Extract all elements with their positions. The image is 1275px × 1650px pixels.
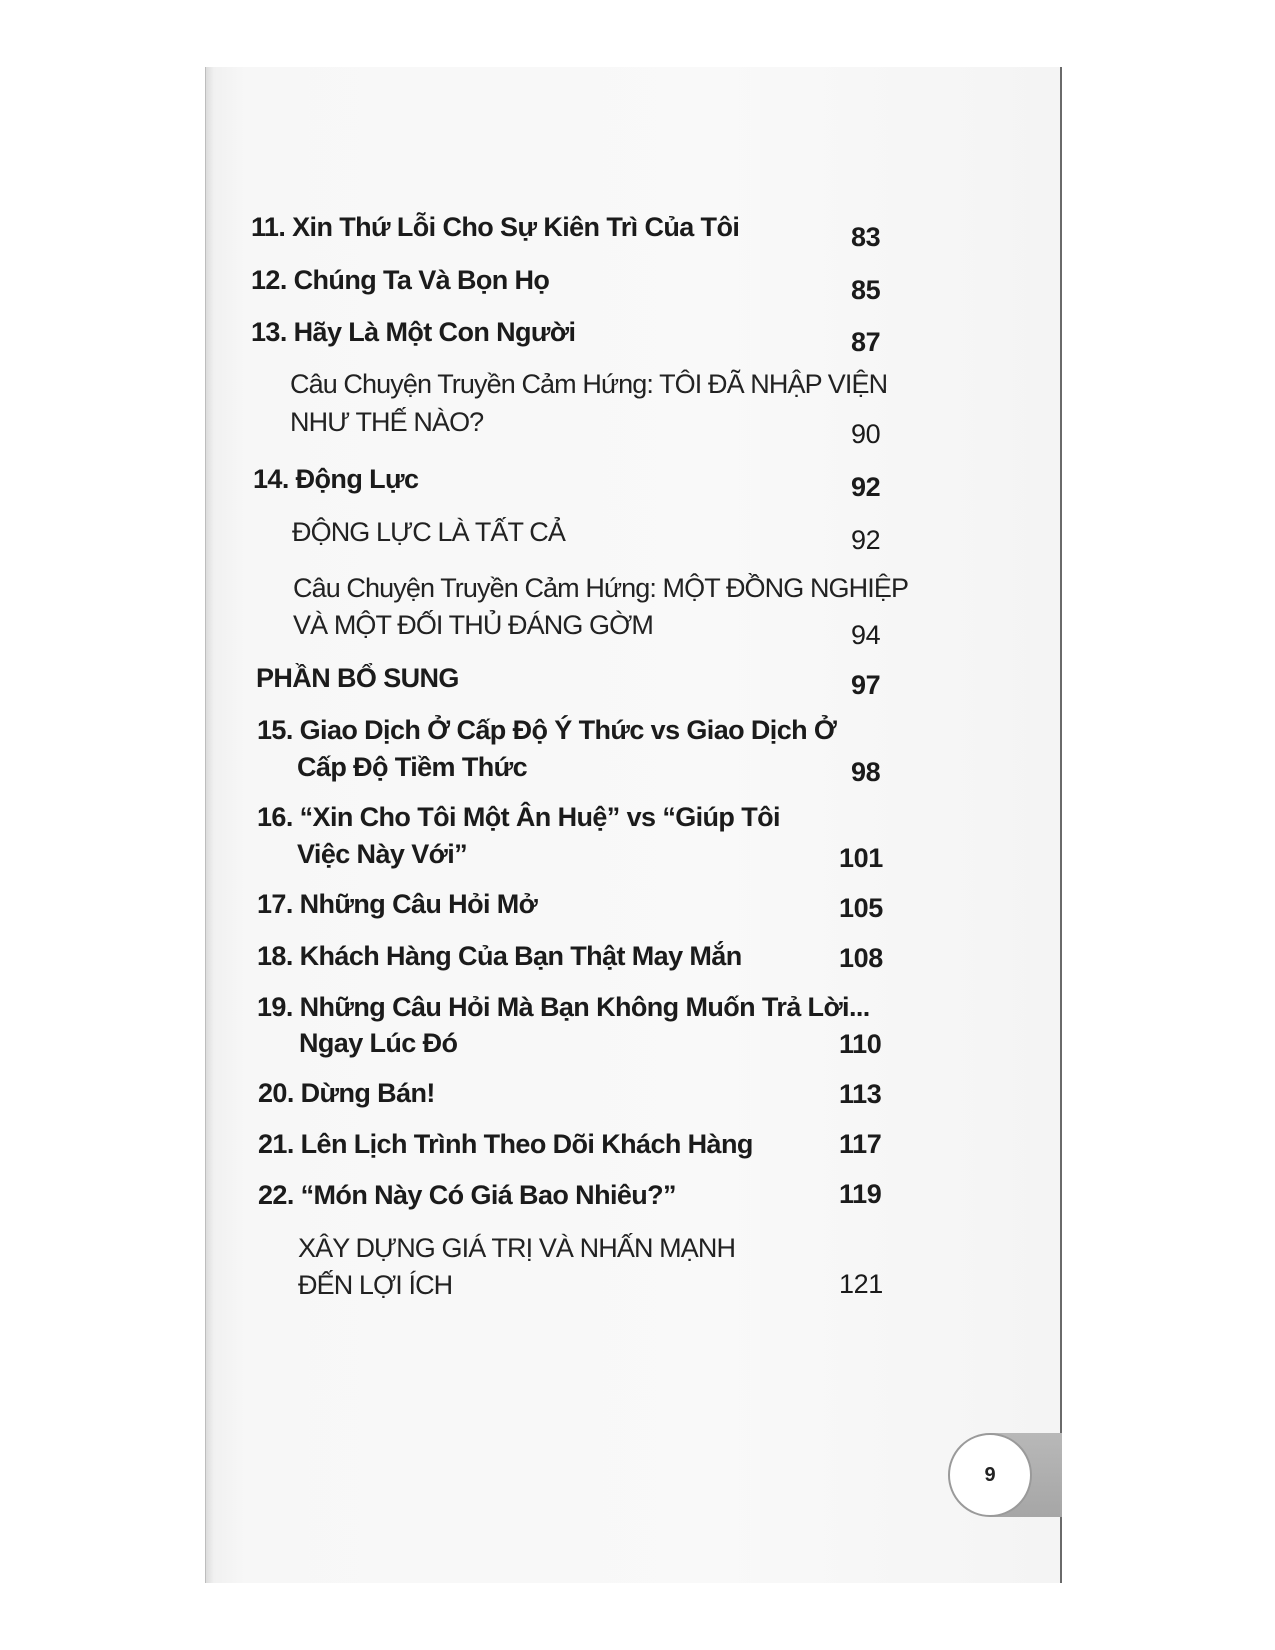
toc-entry-title: 20. Dừng Bán!	[258, 1078, 435, 1108]
toc-entry-page: 92	[851, 472, 881, 502]
toc-entry-line1: 15. Giao Dịch Ở Cấp Độ Ý Thức vs Giao Dịch Ở	[257, 715, 837, 745]
toc-entry-title: 22. “Món Này Có Giá Bao Nhiêu?”	[258, 1180, 676, 1210]
toc-entry-line2: ĐẾN LỢI ÍCH	[298, 1270, 453, 1300]
toc-entry-page: 90	[851, 419, 881, 449]
toc-entry-page: 121	[839, 1269, 883, 1299]
page-number: 9	[984, 1463, 996, 1486]
toc-entry-page: 113	[839, 1079, 882, 1109]
toc-entry-line2: NHƯ THẾ NÀO?	[290, 407, 484, 437]
toc-entry-title: 14. Động Lực	[253, 464, 419, 494]
toc-entry-page: 110	[839, 1029, 882, 1059]
toc-entry-title: 17. Những Câu Hỏi Mở	[257, 889, 538, 919]
toc-entry-title: 21. Lên Lịch Trình Theo Dõi Khách Hàng	[258, 1129, 753, 1159]
toc-entry-page: 119	[839, 1179, 882, 1209]
toc-entry-line1: Câu Chuyện Truyền Cảm Hứng: MỘT ĐỒNG NGHIỆP	[293, 573, 909, 603]
page-number-badge	[948, 1433, 1032, 1517]
toc-entry-line1: Câu Chuyện Truyền Cảm Hứng: TÔI ĐÃ NHẬP VIỆN	[290, 369, 888, 399]
toc-entry-line1: 19. Những Câu Hỏi Mà Bạn Không Muốn Trả Lời...	[257, 992, 870, 1022]
book-page	[205, 67, 1062, 1583]
toc-entry-page: 98	[851, 757, 881, 787]
toc-entry-page: 92	[851, 525, 881, 555]
toc-entry-line1: 16. “Xin Cho Tôi Một Ân Huệ” vs “Giúp Tôi	[257, 802, 780, 832]
table-of-contents	[205, 67, 1062, 1583]
toc-entry-page: 108	[839, 943, 883, 973]
toc-entry-line2: VÀ MỘT ĐỐI THỦ ĐÁNG GỜM	[293, 610, 653, 640]
toc-entry-title: ĐỘNG LỰC LÀ TẤT CẢ	[292, 517, 565, 547]
toc-entry-line1: XÂY DỰNG GIÁ TRỊ VÀ NHẤN MẠNH	[298, 1233, 736, 1263]
toc-entry-line2: Cấp Độ Tiềm Thức	[297, 752, 527, 782]
toc-entry-page: 105	[839, 893, 883, 923]
toc-entry-title: 11. Xin Thứ Lỗi Cho Sự Kiên Trì Của Tôi	[251, 212, 740, 242]
toc-entry-page: 117	[839, 1129, 882, 1159]
toc-entry-title: 12. Chúng Ta Và Bọn Họ	[251, 265, 550, 295]
toc-entry-title: 13. Hãy Là Một Con Người	[251, 317, 576, 347]
toc-entry-page: 97	[851, 670, 881, 700]
toc-entry-page: 101	[839, 843, 883, 873]
toc-entry-page: 87	[851, 327, 881, 357]
toc-entry-title: PHẦN BỔ SUNG	[256, 663, 459, 693]
toc-entry-page: 83	[851, 222, 881, 252]
toc-entry-title: 18. Khách Hàng Của Bạn Thật May Mắn	[257, 941, 742, 971]
toc-entry-page: 94	[851, 620, 881, 650]
toc-entry-page: 85	[851, 275, 881, 305]
toc-entry-line2: Việc Này Với”	[297, 839, 467, 869]
toc-entry-line2: Ngay Lúc Đó	[299, 1028, 458, 1058]
